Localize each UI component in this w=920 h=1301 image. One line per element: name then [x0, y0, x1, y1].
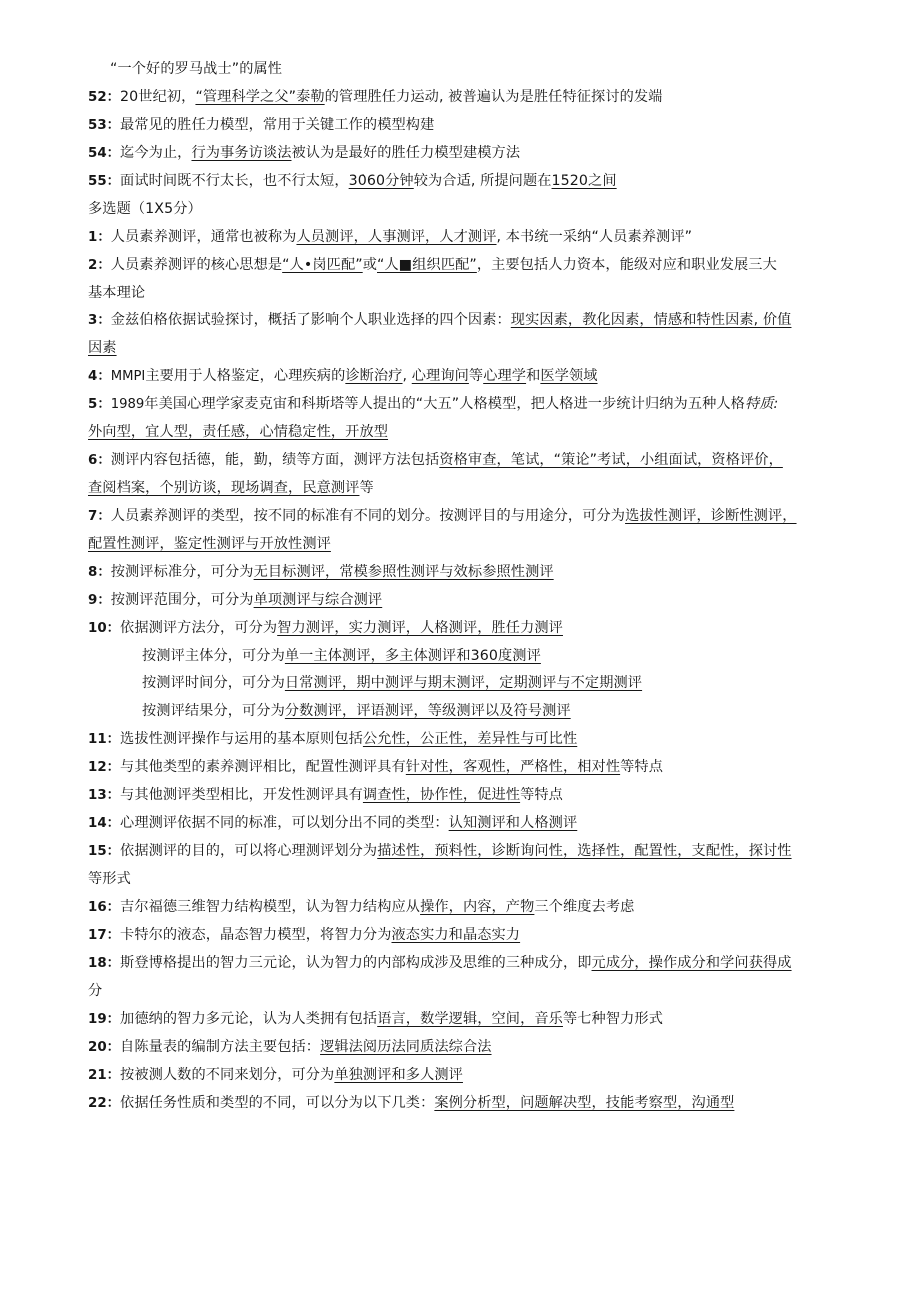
text-run: ，主要包括人力资本，能级对应和职业发展三大 [476, 256, 777, 273]
text-run: 语言，数学逻辑，空间，音乐 [377, 1010, 563, 1027]
text-run: 基本理论 [88, 284, 146, 301]
text-run: 人员测评，人事测评，人才测评 [296, 228, 497, 245]
document-line [88, 816, 860, 830]
line-number: 1： [88, 229, 111, 245]
text-run: 等七种智力形式 [562, 1010, 663, 1027]
text-run: 的管理胜任力运动, 被普遍认为是胜任特征探讨的发端 [324, 88, 663, 105]
text-run: 被认为是最好的胜任力模型建模方法 [291, 144, 521, 161]
text-run: 测评内容包括德，能，勤，绩等方面，测评方法包括 [110, 451, 440, 468]
document-line [88, 202, 860, 216]
line-number: 19： [88, 1011, 121, 1027]
line-number: 11： [88, 731, 121, 747]
line-number: 4： [88, 369, 111, 385]
document-line [88, 258, 860, 272]
document-line [88, 1012, 860, 1026]
text-run: 因素 [88, 340, 117, 357]
text-run: “人•岗匹配” [282, 256, 363, 273]
text-run: 卡特尔的液态，晶态智力模型，将智力分为 [120, 926, 392, 943]
text-run: 选拔性测评，诊断性测评， [625, 507, 797, 524]
document-line [88, 593, 860, 607]
text-run: 30̇60分钟 [348, 172, 414, 189]
text-run: 吉尔福德三维智力结构模型，认为智力结构应从 [120, 898, 421, 915]
document-line-continuation [88, 984, 860, 998]
document-line [88, 369, 860, 383]
document-line [88, 1096, 860, 1110]
document-line [88, 453, 860, 467]
line-number: 2： [88, 257, 111, 273]
text-run: 按被测人数的不同来划分，可分为 [120, 1066, 335, 1083]
text-run: 与其他类型的素养测评相比，配置性测评具有 [120, 758, 406, 775]
text-run: 智力测评，实力测评，人格测评，胜任力测评 [277, 619, 563, 636]
text-run: 主要用于人格鉴定，心理疾病的 [145, 368, 346, 385]
text-run: 液态实力和晶态实力 [391, 926, 521, 943]
text-run: “管理科学之父”泰勒 [195, 88, 325, 105]
document-line [88, 928, 860, 942]
text-run: 公允性，公正性，差异性与可比性 [362, 730, 578, 747]
text-run: 按测评标准分，可分为 [110, 563, 254, 580]
document-line [88, 118, 860, 132]
text-run: 资格审查，笔试，“策论”考试，小组面试，资格评价， [439, 451, 783, 468]
document-line-continuation [88, 341, 860, 355]
text-run: 较为合适, 所提问题在 [413, 172, 552, 189]
line-number: 12： [88, 759, 121, 775]
text-run: 配置性测评，鉴定性测评与开放性测评 [88, 535, 331, 552]
text-run: 人员素养测评的核心思想是 [110, 256, 283, 273]
text-run: 面试时间既不行太长，也不行太短， [120, 172, 349, 189]
text-run: 调查性，协作性，促进性 [362, 786, 521, 803]
text-run: 操作，内容，产物 [420, 898, 535, 915]
text-run: 加德纳的智力多元论，认为人类拥有包括 [120, 1010, 378, 1027]
text-run: 自陈量表的编制方法主要包括： [120, 1038, 321, 1055]
text-run: 针对性，客观性，严格性，相对性 [405, 758, 621, 775]
document-line-continuation [88, 425, 860, 439]
text-run: 无目标测评，常模参照性测评与效标参照性测评 [253, 563, 554, 580]
text-run: 分数测评，评语测评，等级测评以及符号测评 [284, 703, 571, 720]
document-line [88, 146, 860, 160]
document-line [88, 62, 860, 76]
line-number: 6： [88, 452, 111, 468]
text-run: 逻辑法阅历法同质法综合法 [320, 1038, 492, 1055]
document-line [88, 174, 860, 188]
line-number: 55： [88, 173, 121, 189]
text-run: 依据测评方法分，可分为 [120, 619, 278, 636]
line-number: 9： [88, 592, 111, 608]
text-run: 描述性，预料性，诊断询问性，选择性，配置性，支配性，探讨性 [377, 842, 792, 859]
line-number: 16： [88, 899, 121, 915]
document-line [88, 760, 860, 774]
text-run: 单一主体测评，多主体测评和360度测评 [284, 647, 541, 664]
document-line-continuation [88, 286, 860, 300]
text-run: 单独测评和多人测评 [334, 1066, 463, 1083]
line-number: 14： [88, 815, 121, 831]
document-line [88, 90, 860, 104]
text-run: 人员素养测评，通常也被称为 [110, 228, 297, 245]
text-run: 最常见的胜任力模型，常用于关键工作的模型构建 [120, 116, 435, 133]
document-line [88, 900, 860, 914]
text-run: 依据测评的目的，可以将心理测评划分为 [120, 842, 378, 859]
text-run: 医学领域 [540, 368, 598, 385]
line-number: 54： [88, 145, 121, 161]
line-number: 17： [88, 927, 121, 943]
text-run: 按测评结果分，可分为 [142, 703, 285, 720]
line-number: 3： [88, 313, 111, 329]
text-run: 行为事务访谈法 [191, 144, 292, 161]
text-run: 三个维度去考虑 [534, 898, 635, 915]
line-number: 13： [88, 787, 121, 803]
text-run: 或 [362, 256, 377, 273]
text-run: 日常测评，期中测评与期末测评，定期测评与不定期测评 [284, 675, 643, 692]
document-line [88, 732, 860, 746]
document-line [88, 956, 860, 970]
line-number: 53： [88, 117, 121, 133]
text-run: 元成分，操作成分和学问获得成 [591, 954, 792, 971]
text-run: , [402, 368, 412, 385]
text-run: 斯登博格提出的智力三元论，认为智力的内部构成涉及思维的三种成分，即 [120, 954, 592, 971]
document-body [88, 62, 860, 1110]
text-run: 1989 [110, 397, 145, 413]
document-line [88, 844, 860, 858]
document-line-continuation [88, 872, 860, 886]
text-run: 查阅档案，个别访谈，现场调查，民意测评 [88, 479, 360, 496]
document-line-continuation [88, 481, 860, 495]
document-line [88, 397, 860, 411]
text-run: 按测评范围分，可分为 [110, 591, 254, 608]
text-run: “一个好的罗马战士”的属性 [110, 61, 283, 77]
document-line [88, 313, 860, 327]
document-line [88, 788, 860, 802]
text-run: 单项测评与综合测评 [253, 591, 383, 608]
document-line [88, 1068, 860, 1082]
document-line [88, 704, 860, 718]
document-line [88, 676, 860, 690]
text-run: 15̇20之间 [551, 172, 617, 189]
document-line-continuation [88, 537, 860, 551]
line-number: 21： [88, 1067, 121, 1083]
line-number: 22： [88, 1095, 121, 1111]
line-number: 20： [88, 1039, 121, 1055]
document-line [88, 649, 860, 663]
line-number: 15： [88, 843, 121, 859]
line-number: 8： [88, 564, 111, 580]
text-run: MMPI [110, 369, 146, 385]
text-run: 按测评主体分，可分为 [142, 647, 285, 664]
text-run: 20世纪初， [120, 88, 196, 105]
text-run: 年美国心理学家麦克宙和科斯塔等人提出的“大五”人格模型，把人格进一步统计归纳为五种人格 [144, 396, 745, 413]
line-number: 52： [88, 89, 121, 105]
text-run: , 本书统一采纳“人员素养测评” [496, 228, 693, 245]
document-line [88, 509, 860, 523]
text-run: 心理测评依据不同的标准，可以划分出不同的类型： [120, 814, 449, 831]
line-number: 7： [88, 508, 111, 524]
line-number: 18： [88, 955, 121, 971]
text-run: 等 [468, 368, 484, 385]
text-run: 案例分析型，问题解决型，技能考察型，沟通型 [434, 1094, 735, 1111]
text-run: 依据任务性质和类型的不同，可以分为以下几类： [120, 1094, 435, 1111]
text-run: 人员素养测评的类型，按不同的标准有不同的划分。按测评目的与用途分，可分为 [110, 507, 626, 524]
text-run: 特质: [744, 396, 779, 413]
text-run: 等形式 [88, 870, 131, 887]
text-run: 选拔性测评操作与运用的基本原则包括 [120, 730, 363, 747]
text-run: 迄今为止， [120, 144, 192, 161]
document-line [88, 621, 860, 635]
document-line [88, 565, 860, 579]
text-run: 等 [359, 479, 374, 496]
text-run: 与其他测评类型相比，开发性测评具有 [120, 786, 363, 803]
text-run: 多选题（1X5分） [88, 200, 202, 217]
text-run: 等特点 [520, 786, 563, 803]
line-number: 10： [88, 620, 121, 636]
text-run: 金兹伯格依据试验探讨，概括了影响个人职业选择的四个因素： [110, 312, 511, 329]
text-run: 现实因素，教化因素，情感和特性因素, 价值 [510, 312, 792, 329]
text-run: 等特点 [620, 758, 663, 775]
text-run: 外向型，宜人型，责任感，心情稳定性，开放型 [88, 424, 389, 441]
text-run: 认知测评和人格测评 [448, 814, 578, 831]
text-run: 按测评时间分，可分为 [142, 675, 285, 692]
text-run: 心理学 [483, 368, 527, 385]
line-number: 5： [88, 397, 111, 413]
text-run: 和 [526, 368, 541, 385]
text-run: 诊断治疗 [345, 368, 403, 385]
text-run: “人■组织匹配” [377, 256, 477, 273]
text-run: 分 [88, 982, 103, 999]
document-line [88, 1040, 860, 1054]
text-run: 心理询问 [411, 368, 469, 385]
document-line [88, 230, 860, 244]
